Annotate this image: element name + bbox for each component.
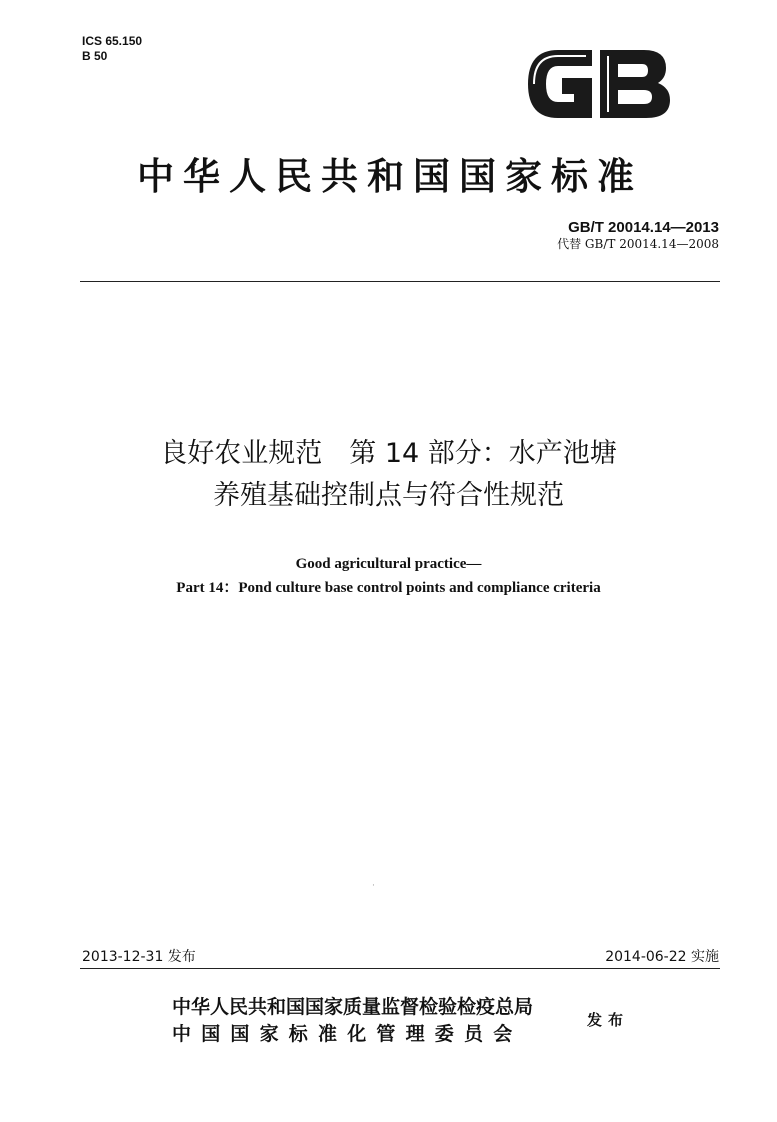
title-en-line2: Part 14：Pond culture base control points and compliance criteria [176, 580, 601, 596]
footer-divider [80, 968, 720, 969]
standard-number-block [557, 219, 719, 252]
issuing-authorities [172, 994, 533, 1048]
document-title-en [40, 552, 737, 600]
title-en-line1: Good agricultural practice— [295, 556, 482, 572]
document-title-cn [40, 433, 737, 517]
title-cn-line2: 养殖基础控制点与符合性规范 [213, 480, 564, 511]
replaced-standard: 代替 GB/T 20014.14—2008 [557, 237, 719, 251]
national-standard-title: 中华人民共和国国家标准 [137, 154, 643, 198]
issuer-sac: 中国国家标准化管理委员会 [172, 1023, 523, 1045]
ccs-code: B 50 [82, 49, 108, 63]
gb-logo-icon [524, 44, 674, 124]
header-divider [80, 281, 720, 282]
title-cn-line1: 良好农业规范 第 14 部分：水产池塘 [160, 438, 617, 469]
issuer-aqsiq: 中华人民共和国国家质量监督检验检疫总局 [172, 996, 534, 1018]
implementation-date: 2014-06-22 实施 [605, 949, 719, 965]
standard-number: GB/T 20014.14—2013 [568, 219, 719, 236]
issue-date: 2013-12-31 发布 [82, 949, 196, 965]
classification-codes [82, 34, 142, 64]
ics-code: ICS 65.150 [82, 34, 143, 48]
scan-speck: · [372, 881, 375, 891]
publish-label: 发布 [587, 1011, 630, 1029]
